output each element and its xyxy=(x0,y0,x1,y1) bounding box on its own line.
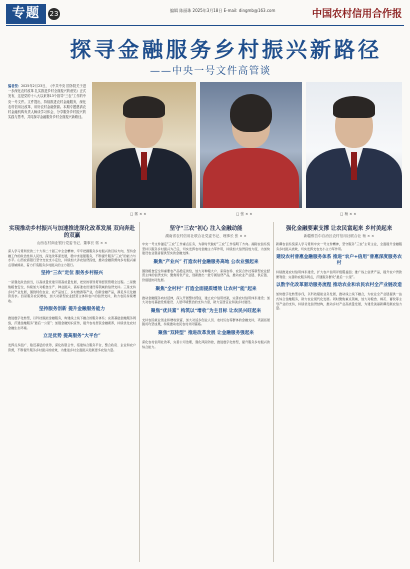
page-number-badge: 23 xyxy=(49,10,59,18)
article-byline: 山西农村商业银行党委书记、董事长 郭 × × xyxy=(36,241,108,245)
article-paragraph: 持续推进农村信用体系建设，扩大农户信用评级覆盖面；推广线上信贷产品，提升农户贷款便利度；完善助农服务网点，打通服务群众“最后一公里”。 xyxy=(276,270,402,279)
page-headline: 探寻金融服务乡村振兴新路径 xyxy=(70,37,382,62)
article-paragraph: 围绕粮食安全和重要农产品稳定供给，加大对种粮大户、家庭农场、农民合作社等新型农业经营主体的信贷支持；聚焦特色产业，创新推出一批专属信贷产品，推动农业产业链、供应链、价值链协同发展。 xyxy=(142,268,270,282)
article-column-3 xyxy=(276,222,402,562)
portrait-photo-3 xyxy=(306,82,402,208)
article-paragraph: 支持农民就业创业和增收致富，加大对返乡创业人员、农村妇女等群体的金融支持，巩固拓展脱贫攻坚成果，持续推动农民农村共同富裕。 xyxy=(142,317,270,327)
article-paragraph: 推进数字化转型，以科技赋能金融服务，构建线上线下融合的服务体系；完善基础金融服务网络，打通金融服务“最后一公里”；加强金融知识宣传，提升农村居民金融素养，持续优化农村金融生态环境。 xyxy=(8,316,136,330)
photo-caption-3: □ 杨 × × xyxy=(340,212,357,216)
portrait-body xyxy=(203,148,299,208)
article-column-2 xyxy=(142,222,270,562)
section-heading: 坚持服务创新 提升金融服务能力 xyxy=(39,307,105,313)
portrait-hair xyxy=(333,96,375,118)
editor-note-text: 2025年2月23日，《中共中央 国务院关于进一步深化农村改革 扎实推进乡村全面振兴的意见》正式发布，这是党的十八大以来第13个指导“三农”工作的中央一号文件。文件提出，持续推进农村金融服务，深化农村信用社改革，用好农村金融资源。本期专题邀请农村金融机构负责人畅谈学习体会，分享服务乡村振兴的实践与思考，共同探寻金融服务乡村全面振兴新路径。 xyxy=(8,84,86,120)
section-heading: 建设农村普惠金融服务体系 推进“农户+信用”普惠深度服务农村 xyxy=(276,255,402,267)
article-paragraph: 推动金融服务向村延伸，深入开展整村授信，建立农户信用档案，完善农村信用体系建设；加大对农村基础设施建设、人居环境整治的支持力度，助力宜居宜业和美乡村建设。 xyxy=(142,295,270,305)
portrait-photo-1 xyxy=(92,82,196,208)
masthead xyxy=(0,0,410,26)
section-heading: 以数字化改革驱动服务流程 推动农业和农民农村全产业链改造 xyxy=(276,283,402,289)
article-paragraph: 深化农村信用社改革，完善公司治理，强化风险防控，推进数字化转型，提升服务乡村振兴的综合能力。 xyxy=(142,339,270,349)
portrait-hair xyxy=(123,96,165,118)
photo-caption-1: □ 郭 × × xyxy=(130,212,147,216)
portrait-hair xyxy=(230,94,272,132)
section-heading: 聚焦“全村村” 打造全面提质增效 让农村“能”起来 xyxy=(155,286,257,292)
article-paragraph: 一是强化政治担当，以高质量党建引领高质量发展，把党的领导贯穿经营管理全过程。二是聚焦粮食安全，持续加大对粮食生产、种业振兴、高标准农田建设等领域的信贷支持。三是支持乡村产业发展，围绕特色农业、农产品加工、乡村旅游等产业，创新金融产品，满足多元化融资需求。四是服务农民增收，加大对新型农业经营主体和农户的信贷支持，助力农民持续增收。 xyxy=(8,280,136,303)
article-title: 坚守“三农”初心 注入金融动能 xyxy=(169,226,243,232)
article-paragraph: 中央一号文件锚定“三农”工作重点任务，为新时代做好“三农”工作指明了方向。湖南农信系统坚持以服务乡村振兴为己任，切实发挥农村金融主力军作用，持续加大信贷投放力度，为加快建设农业强省提供坚实的金融支撑。 xyxy=(142,242,270,256)
photo-caption-2: □ 张 × × xyxy=(236,212,253,216)
article-title: 强化金融要素支撑 让农民富起来 乡村美起来 xyxy=(285,226,393,232)
editor-note-lead: 编者按： xyxy=(8,84,22,88)
page-subheadline: ——中央一号文件高管谈 xyxy=(150,66,271,77)
column-divider xyxy=(273,222,274,562)
article-title: 实现推动乡村振兴与加速推进深化改革发展 双向奔赴的双赢 xyxy=(9,226,135,239)
section-heading: 聚焦“双转型” 推进改革发展 让金融服务强起来 xyxy=(158,330,254,336)
paper-name: 中国农村信用合作报 xyxy=(312,9,402,20)
article-byline: 湖南省农村信用社联合社党委书记、理事长 张 × × xyxy=(165,234,247,238)
editor-note xyxy=(8,84,86,234)
portrait-tie xyxy=(351,152,357,180)
section-heading: 聚焦“优共富” 构筑以“增收”为主目标 让农民兴旺起来 xyxy=(150,308,262,314)
masthead-rule xyxy=(6,25,404,26)
section-heading: 坚持“三农”定位 服务乡村振兴 xyxy=(40,271,103,277)
section-heading: 立足优势 提高服务“大平台” xyxy=(43,334,101,340)
portrait-photo-2 xyxy=(200,82,302,208)
article-paragraph: 发挥点多面广、贴近基层的优势，深化政银合作，搭建综合服务平台，整合政府、企业和农户资源，不断提升服务乡村振兴的质效，为推进乡村全面振兴贡献更多农信力量。 xyxy=(8,343,136,352)
article-column-1 xyxy=(8,222,136,562)
article-paragraph: 加快数字化转型步伐，以科技赋能业务发展，推动线上线下融合，为农业全产业链提供一站式综合金融服务，助力农业现代化发展。同时聚焦重点领域，加大对粮食、棉花、畜牧等主导产业的支持，持续优化信贷结构，推动乡村产业高质量发展，为建设美丽新疆贡献农信力量。 xyxy=(276,292,402,311)
edition-meta: 编辑 陈丽珠 2025年3月18日 E-mail: dingmb@163.com xyxy=(170,8,276,13)
section-heading: 聚焦“产业兴” 打造农村金融服务高地 公农业强起来 xyxy=(153,259,259,265)
article-paragraph: 深入学习贯彻党的二十大和二十届三中全会精神，牢牢把握服务乡村振兴的目标方向，坚持金融工作的政治性和人民性，深化改革谋发展，稳中求进强服务，不断提升服务“三农”的能力与水平。山西农商银行坚守支农支小定位，持续加大涉农信贷投放，推动金融资源向乡村振兴重点领域倾斜，着力打造服务乡村振兴的主力银行。 xyxy=(8,249,136,267)
article-byline: 新疆维吾尔自治区农村信用社联合社 杨 × × xyxy=(303,234,375,238)
section-tag: 专题 xyxy=(6,4,46,24)
portrait-tie xyxy=(141,152,147,180)
article-paragraph: 新疆农信系统深入学习贯彻中央一号文件精神，坚守服务“三农”主责主业，全面提升金融服务乡村振兴质效，切实发挥支农支小主力军作用。 xyxy=(276,242,402,251)
column-divider xyxy=(139,222,140,562)
